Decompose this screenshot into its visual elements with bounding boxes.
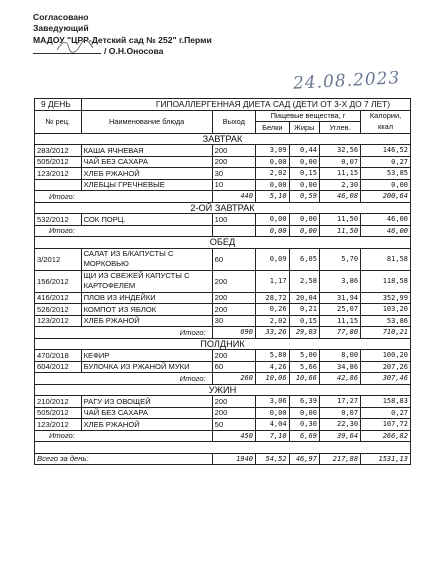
dish-row (35, 304, 411, 316)
dish-name: КЕФИР (81, 350, 212, 362)
section-title: ОБЕД (35, 237, 411, 249)
grand-total-row (35, 453, 411, 465)
dish-output: 10 (212, 179, 255, 191)
dish-name: ХЛЕБЦЫ ГРЕЧНЕВЫЕ (81, 179, 212, 191)
empty-row (35, 442, 411, 454)
dish-output: 200 (212, 407, 255, 419)
dish-name: СОК ПОРЦ. (81, 214, 212, 226)
header-row (35, 110, 411, 122)
dish-name: БУЛОЧКА ИЗ РЖАНОЙ МУКИ (81, 361, 212, 373)
section-total-protein: 33,26 (256, 327, 290, 339)
section-title: ЗАВТРАК (35, 133, 411, 145)
dish-name: КОМПОТ ИЗ ЯБЛОК (81, 304, 212, 316)
recipe-number: 505/2012 (35, 407, 82, 419)
dish-protein: 1,17 (256, 270, 290, 292)
section-total-kcal: 307,46 (361, 373, 411, 385)
section-total-fat: 0,00 (289, 225, 319, 237)
dish-carbs: 25,07 (319, 304, 360, 316)
recipe-number: 283/2012 (35, 145, 82, 157)
dish-protein: 5,80 (256, 350, 290, 362)
dish-row (35, 214, 411, 226)
recipe-number: 416/2012 (35, 292, 82, 304)
dish-kcal: 46,00 (361, 214, 411, 226)
section-total-protein: 0,00 (256, 225, 290, 237)
col-code-header: № рец. (35, 110, 82, 133)
dish-carbs: 17,27 (319, 396, 360, 408)
recipe-number: 123/2012 (35, 315, 82, 327)
dish-carbs: 11,15 (319, 168, 360, 180)
section-total-kcal: 46,00 (361, 225, 411, 237)
dish-output: 200 (212, 350, 255, 362)
dish-kcal: 207,26 (361, 361, 411, 373)
dish-protein: 0,26 (256, 304, 290, 316)
dish-name: ЧАЙ БЕЗ САХАРА (81, 156, 212, 168)
section-total-kcal: 266,82 (361, 430, 411, 442)
dish-kcal: 107,72 (361, 419, 411, 431)
dish-row (35, 315, 411, 327)
dish-output: 60 (212, 361, 255, 373)
dish-carbs: 32,56 (319, 145, 360, 157)
grand-total-fat: 46,97 (289, 453, 319, 465)
section-total-carbs: 39,64 (319, 430, 360, 442)
dish-fat: 0,30 (289, 419, 319, 431)
day-label: 9 ДЕНЬ (35, 99, 82, 111)
section-total-protein: 5,10 (256, 191, 290, 203)
section-total-row (35, 327, 411, 339)
dish-row (35, 350, 411, 362)
dish-fat: 0,00 (289, 407, 319, 419)
dish-carbs: 0,07 (319, 156, 360, 168)
dish-row (35, 361, 411, 373)
dish-carbs: 11,15 (319, 315, 360, 327)
recipe-number (35, 179, 82, 191)
menu-table (34, 98, 411, 465)
dish-protein: 3,09 (256, 145, 290, 157)
section-total-row (35, 430, 411, 442)
section-total-carbs: 11,50 (319, 225, 360, 237)
dish-protein: 2,02 (256, 315, 290, 327)
section-total-fat: 6,69 (289, 430, 319, 442)
signer-name: / О.Н.Оносова (104, 46, 164, 57)
dish-kcal: 103,20 (361, 304, 411, 316)
dish-row (35, 179, 411, 191)
col-nutr-header: Пищевые вещества, г (256, 110, 361, 122)
recipe-number: 526/2012 (35, 304, 82, 316)
section-total-output: 450 (212, 430, 255, 442)
dish-output: 30 (212, 168, 255, 180)
section-total-fat: 0,59 (289, 191, 319, 203)
col-out-header: Выход (212, 110, 255, 133)
dish-carbs: 8,00 (319, 350, 360, 362)
dish-carbs: 34,86 (319, 361, 360, 373)
recipe-number: 505/2012 (35, 156, 82, 168)
dish-protein: 0,00 (256, 407, 290, 419)
dish-fat: 6,05 (289, 248, 319, 270)
dish-output: 200 (212, 396, 255, 408)
dish-row (35, 292, 411, 304)
dish-output: 50 (212, 419, 255, 431)
dish-protein: 4,04 (256, 419, 290, 431)
dish-output: 200 (212, 270, 255, 292)
dish-name: САЛАТ ИЗ Б/КАПУСТЫ С МОРКОВЬЮ (81, 248, 212, 270)
dish-kcal: 0,27 (361, 407, 411, 419)
dish-protein: 4,26 (256, 361, 290, 373)
dish-kcal: 100,20 (361, 350, 411, 362)
dish-carbs: 2,30 (319, 179, 360, 191)
section-total-label: Итого: (35, 430, 213, 442)
grand-total-label: Всего за день: (35, 453, 213, 465)
section-header (35, 202, 411, 214)
dish-output: 200 (212, 292, 255, 304)
signature-scribble-icon (55, 38, 95, 54)
section-total-label: Итого: (35, 327, 213, 339)
section-total-fat: 10,66 (289, 373, 319, 385)
dish-protein: 0,09 (256, 248, 290, 270)
dish-fat: 0,21 (289, 304, 319, 316)
dish-kcal: 53,86 (361, 315, 411, 327)
dish-output: 30 (212, 315, 255, 327)
dish-name: ПЛОВ ИЗ ИНДЕЙКИ (81, 292, 212, 304)
dish-fat: 0,00 (289, 179, 319, 191)
dish-fat: 2,58 (289, 270, 319, 292)
dish-row (35, 270, 411, 292)
dish-output: 60 (212, 248, 255, 270)
dish-fat: 0,15 (289, 168, 319, 180)
dish-output: 200 (212, 145, 255, 157)
grand-total-output: 1940 (212, 453, 255, 465)
title-row (35, 99, 411, 111)
dish-row (35, 419, 411, 431)
recipe-number: 532/2012 (35, 214, 82, 226)
col-fat-header: Жиры (289, 122, 319, 134)
approval-line-org: МАДОУ "ЦРР-Детский сад № 252" г.Перми (33, 34, 212, 45)
dish-protein: 0,00 (256, 156, 290, 168)
section-total-kcal: 200,64 (361, 191, 411, 203)
section-header (35, 237, 411, 249)
section-total-output: 440 (212, 191, 255, 203)
dish-carbs: 11,50 (319, 214, 360, 226)
section-total-label: Итого: (35, 373, 213, 385)
dish-fat: 6,39 (289, 396, 319, 408)
dish-kcal: 158,83 (361, 396, 411, 408)
section-total-label: Итого: (35, 225, 213, 237)
grand-total-kcal: 1531,13 (361, 453, 411, 465)
approval-signature-line (33, 46, 293, 57)
section-total-row (35, 225, 411, 237)
section-total-carbs: 77,80 (319, 327, 360, 339)
dish-name: РАГУ ИЗ ОВОЩЕЙ (81, 396, 212, 408)
section-total-fat: 29,03 (289, 327, 319, 339)
col-protein-header: Белки (256, 122, 290, 134)
dish-kcal: 53,85 (361, 168, 411, 180)
col-name-header: Наименование блюда (81, 110, 212, 133)
section-total-label: Итого: (35, 191, 213, 203)
col-carb-header: Углев. (319, 122, 360, 134)
dish-kcal: 146,52 (361, 145, 411, 157)
dish-kcal: 352,99 (361, 292, 411, 304)
dish-carbs: 5,70 (319, 248, 360, 270)
dish-fat: 0,00 (289, 156, 319, 168)
dish-row (35, 248, 411, 270)
dish-name: КАША ЯЧНЕВАЯ (81, 145, 212, 157)
approval-line-agreed: Согласовано (33, 12, 89, 22)
dish-row (35, 407, 411, 419)
dish-fat: 5,00 (289, 350, 319, 362)
section-total-output: 260 (212, 373, 255, 385)
recipe-number: 210/2012 (35, 396, 82, 408)
diet-title: ГИПОАЛЛЕРГЕННАЯ ДИЕТА САД (ДЕТИ ОТ 3-Х ДО 7 ЛЕТ) (81, 99, 410, 111)
recipe-number: 123/2012 (35, 419, 82, 431)
dish-carbs: 31,94 (319, 292, 360, 304)
section-header (35, 133, 411, 145)
dish-carbs: 0,07 (319, 407, 360, 419)
section-total-output: 690 (212, 327, 255, 339)
empty-cell (35, 442, 411, 454)
signature-field (33, 47, 101, 54)
dish-name: ХЛЕБ РЖАНОЙ (81, 315, 212, 327)
dish-protein: 0,00 (256, 179, 290, 191)
dish-carbs: 3,86 (319, 270, 360, 292)
approval-block (33, 12, 293, 58)
dish-row (35, 168, 411, 180)
dish-fat: 0,15 (289, 315, 319, 327)
dish-protein: 3,06 (256, 396, 290, 408)
section-title: ПОЛДНИК (35, 338, 411, 350)
dish-row (35, 396, 411, 408)
section-total-protein: 10,06 (256, 373, 290, 385)
dish-fat: 20,04 (289, 292, 319, 304)
recipe-number: 604/2012 (35, 361, 82, 373)
handwritten-date: 24.08.2023 (292, 68, 401, 94)
section-total-kcal: 710,21 (361, 327, 411, 339)
section-total-row (35, 373, 411, 385)
dish-fat: 5,66 (289, 361, 319, 373)
dish-row (35, 156, 411, 168)
dish-fat: 0,00 (289, 214, 319, 226)
dish-kcal: 118,58 (361, 270, 411, 292)
dish-protein: 28,72 (256, 292, 290, 304)
dish-kcal: 0,00 (361, 179, 411, 191)
dish-output: 200 (212, 156, 255, 168)
recipe-number: 123/2012 (35, 168, 82, 180)
section-total-protein: 7,10 (256, 430, 290, 442)
dish-name: ЧАЙ БЕЗ САХАРА (81, 407, 212, 419)
section-header (35, 338, 411, 350)
dish-carbs: 22,30 (319, 419, 360, 431)
dish-fat: 0,44 (289, 145, 319, 157)
recipe-number: 3/2012 (35, 248, 82, 270)
recipe-number: 156/2012 (35, 270, 82, 292)
section-title: 2-ОЙ ЗАВТРАК (35, 202, 411, 214)
recipe-number: 470/2018 (35, 350, 82, 362)
dish-protein: 0,00 (256, 214, 290, 226)
dish-protein: 2,02 (256, 168, 290, 180)
grand-total-protein: 54,52 (256, 453, 290, 465)
section-total-row (35, 191, 411, 203)
section-total-output (212, 225, 255, 237)
dish-row (35, 145, 411, 157)
section-total-carbs: 46,08 (319, 191, 360, 203)
dish-output: 200 (212, 304, 255, 316)
dish-name: ЩИ ИЗ СВЕЖЕЙ КАПУСТЫ С КАРТОФЕЛЕМ (81, 270, 212, 292)
section-total-carbs: 42,86 (319, 373, 360, 385)
section-title: УЖИН (35, 384, 411, 396)
dish-name: ХЛЕБ РЖАНОЙ (81, 168, 212, 180)
col-kcal-header: Калории, ккал (361, 110, 411, 133)
dish-kcal: 81,58 (361, 248, 411, 270)
approval-line-head: Заведующий (33, 23, 89, 34)
dish-name: ХЛЕБ РЖАНОЙ (81, 419, 212, 431)
dish-kcal: 0,27 (361, 156, 411, 168)
section-header (35, 384, 411, 396)
dish-output: 100 (212, 214, 255, 226)
grand-total-carbs: 217,88 (319, 453, 360, 465)
